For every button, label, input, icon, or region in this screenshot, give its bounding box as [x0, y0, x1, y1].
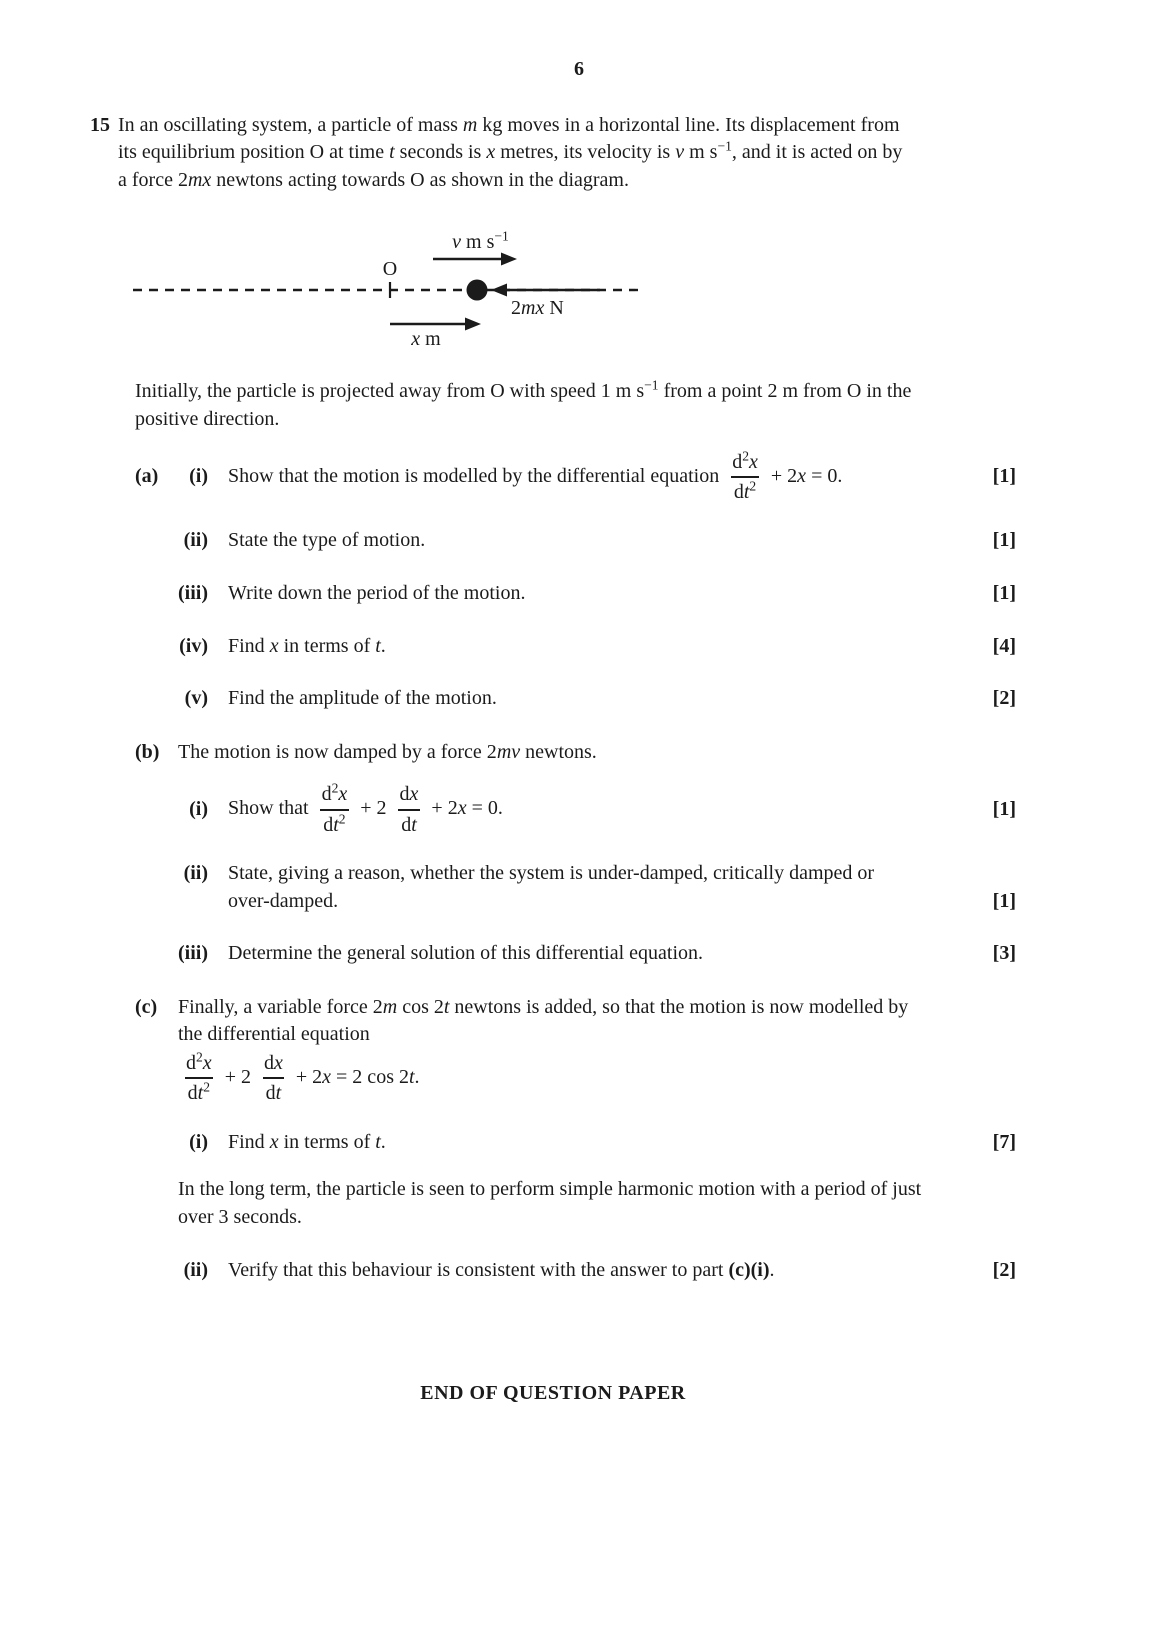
fraction-d2x-dt2: $\frac{d^2x}{dt^2}$	[321, 780, 348, 836]
part-a-label: (a)	[135, 465, 159, 488]
mark-b-iii: [3]	[992, 942, 1016, 965]
item-b-ii-text: State, giving a reason, whether the system is under-damped, critically damped or over-damped.	[228, 862, 875, 912]
item-a-i	[135, 448, 1016, 503]
item-ii-numeral: (ii)	[183, 862, 208, 885]
item-iii-numeral: (iii)	[178, 581, 208, 604]
mark-a-ii: [1]	[992, 529, 1016, 552]
mark-a-iv: [4]	[992, 634, 1016, 657]
part-b-label: (b)	[135, 740, 160, 763]
displacement-arrow-head	[465, 318, 481, 331]
initial-conditions-paragraph: Initially, the particle is projected away from O with speed 1 m $s^{-1}$ from a point 2 m from O in the positive direction.	[135, 377, 912, 430]
part-b-intro-text: The motion is now damped by a force 2mv newtons.	[178, 740, 597, 763]
mark-b-ii: [1]	[992, 889, 1016, 912]
mark-a-iii: [1]	[992, 581, 1016, 604]
item-a-v	[135, 685, 1016, 713]
mark-c-ii: [2]	[992, 1258, 1016, 1281]
end-of-paper-text: END OF QUESTION PAPER	[420, 1382, 686, 1405]
part-c-intro	[135, 994, 1016, 1104]
question-number: 15	[90, 113, 110, 136]
item-ii-numeral: (ii)	[183, 529, 208, 552]
fraction-dx-dt: $\frac{dx}{dt}$	[263, 1052, 283, 1105]
part-c-label: (c)	[135, 995, 158, 1018]
item-a-i-label	[135, 463, 208, 491]
item-a-ii-text: State the type of motion.	[228, 529, 426, 552]
item-i-numeral: (i)	[189, 465, 208, 488]
question-intro-text: In an oscillating system, a particle of mass m kg moves in a horizontal line. Its displacement from its equilibrium position O at time t seconds is x metres, its velocity is v m $s^{-1}$, and it is acted on by a force 2mx newtons acting towards O as shown in the diagram.	[118, 113, 903, 191]
item-ii-numeral: (ii)	[183, 1258, 208, 1281]
item-b-i-text: Show that $\frac{d^2x}{dt^2}$ + 2 $\frac{dx}{dt}$ + 2x = 0.	[228, 780, 503, 836]
item-a-iv-text: Find x in terms of t.	[228, 634, 386, 657]
fraction-d2x-dt2: $\frac{d^2x}{dt^2}$	[186, 1049, 212, 1105]
item-a-i-text: Show that the motion is modelled by the differential equation $\frac{d^2x}{dt^2}$ + 2x = 0.	[228, 448, 843, 503]
part-c-equation: $\frac{d^2x}{dt^2}$ + 2 $\frac{dx}{dt}$ + 2x = 2 cos 2t.	[178, 1053, 1016, 1104]
mark-c-i: [7]	[992, 1130, 1016, 1153]
item-i-numeral: (i)	[189, 1130, 208, 1153]
force-label: 2mx N	[511, 297, 564, 320]
origin-label: O	[382, 258, 398, 281]
force-arrow-head	[491, 284, 507, 297]
item-c-i-text: Find x in terms of t.	[228, 1130, 386, 1153]
item-a-ii	[135, 527, 1016, 555]
fraction-d2x-dt2: $\frac{d^2x}{dt^2}$	[732, 448, 758, 503]
item-b-i	[135, 780, 1016, 836]
mark-b-i: [1]	[992, 797, 1016, 820]
mark-a-v: [2]	[992, 687, 1016, 710]
item-b-iii-text: Determine the general solution of this differential equation.	[228, 942, 704, 965]
long-term-paragraph: In the long term, the particle is seen to perform simple harmonic motion with a period of just over 3 seconds.	[178, 1178, 922, 1229]
item-c-i	[135, 1129, 1016, 1157]
item-b-ii	[135, 860, 1016, 915]
item-iv-numeral: (iv)	[179, 634, 208, 657]
item-a-v-text: Find the amplitude of the motion.	[228, 687, 497, 710]
question-intro-row	[90, 112, 1016, 195]
item-i-numeral: (i)	[189, 797, 208, 820]
item-c-ii-text: Verify that this behaviour is consistent with the answer to part (c)(i).	[228, 1258, 775, 1281]
item-iii-numeral: (iii)	[178, 942, 208, 965]
velocity-label: v m $s^{-1}$	[452, 228, 509, 254]
fraction-dx-dt: $\frac{dx}{dt}$	[399, 783, 419, 836]
item-a-iv	[135, 633, 1016, 661]
part-b-intro	[135, 739, 1016, 767]
item-v-numeral: (v)	[184, 687, 208, 710]
item-a-iii	[135, 580, 1016, 608]
displacement-label: x m	[411, 328, 441, 351]
motion-diagram	[133, 216, 663, 354]
page-number: 6	[574, 58, 584, 80]
item-c-ii	[135, 1257, 1016, 1285]
mark-a-i: [1]	[992, 465, 1016, 488]
part-c-intro-text: Finally, a variable force 2m cos 2t newtons is added, so that the motion is now modelled by the differential equation $\frac{d^2x}{dt^2}$ + 2 $\frac{dx}{dt}$ + 2x = 2 cos 2t.	[178, 994, 1016, 1104]
item-a-iii-text: Write down the period of the motion.	[228, 581, 526, 604]
item-b-iii	[135, 940, 1016, 968]
particle-dot	[467, 280, 488, 301]
